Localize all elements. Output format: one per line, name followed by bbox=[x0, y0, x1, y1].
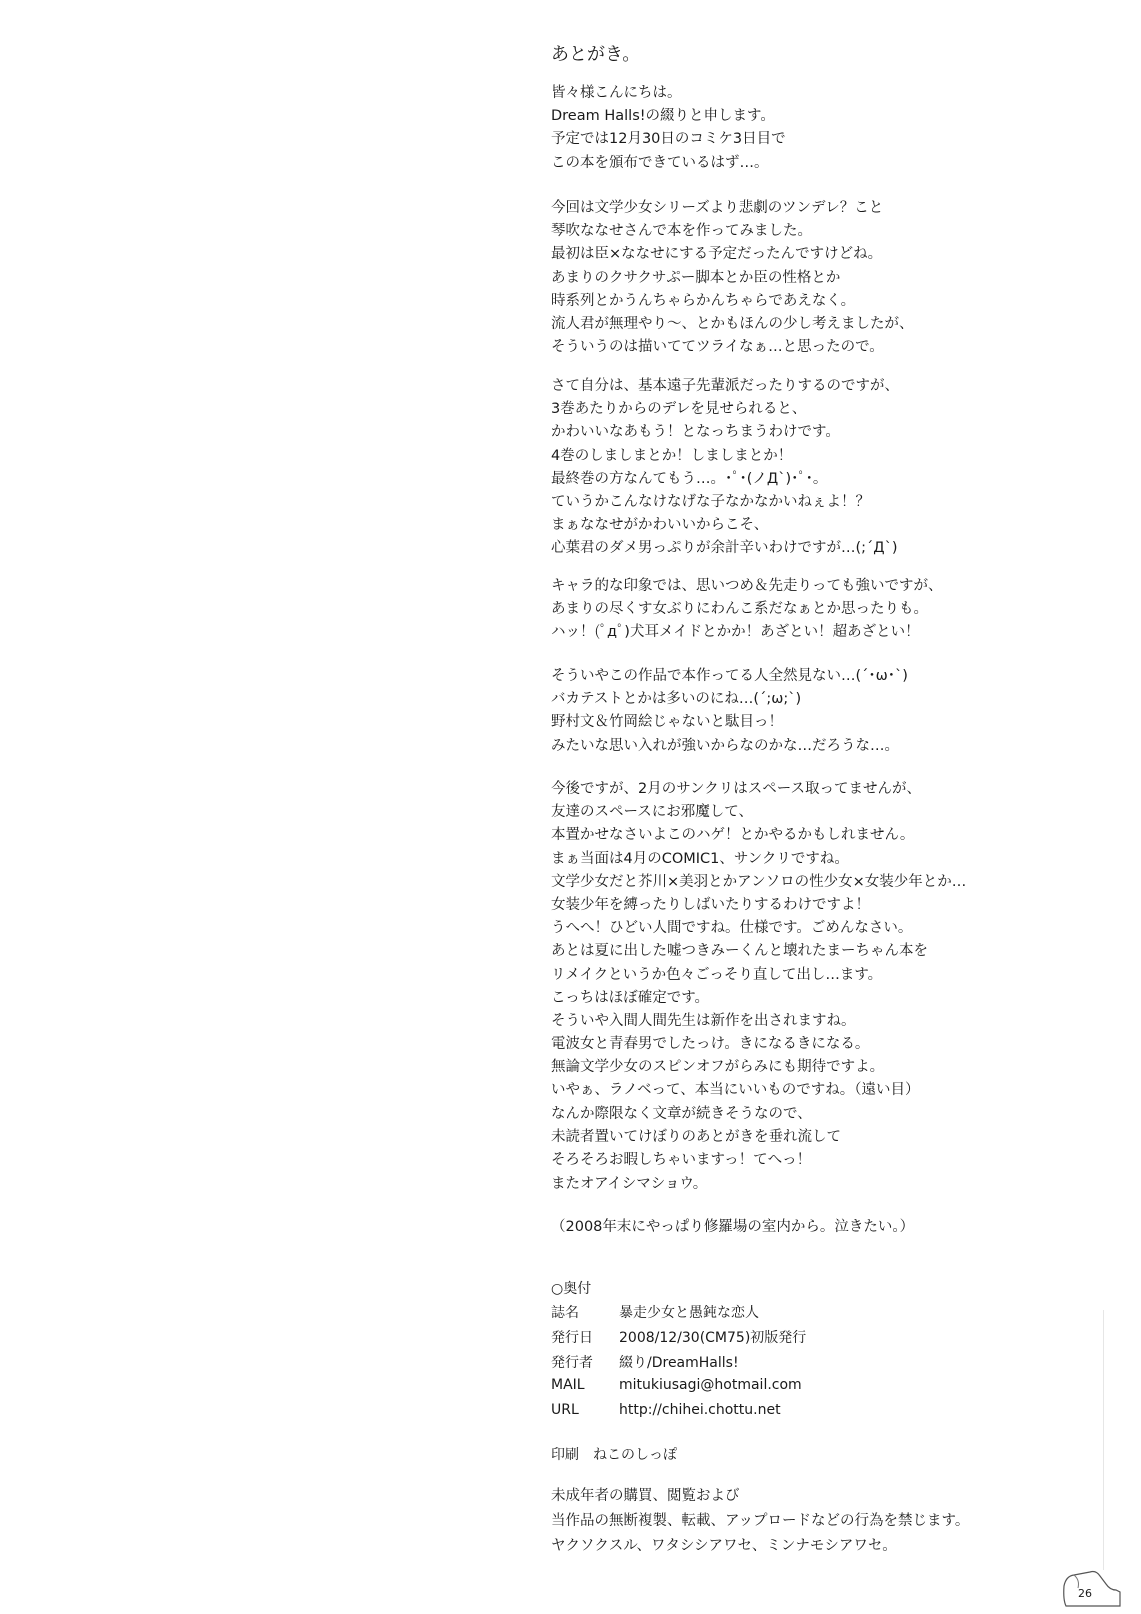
text-line: 今回は文学少女シリーズより悲劇のツンデレ？こと bbox=[551, 200, 884, 216]
text-line: 未読者置いてけぼりのあとがきを垂れ流して bbox=[551, 1129, 841, 1146]
page-tab-icon bbox=[1060, 1566, 1124, 1610]
text-line: ハッ！(ﾟдﾟ)犬耳メイドとかか！あざとい！超あざとい！ bbox=[551, 624, 920, 641]
text-line: 時系列とかうんちゃらかんちゃらであえなく。 bbox=[551, 292, 856, 309]
text-line: いやぁ、ラノベって、本当にいいものですね。（遠い目） bbox=[551, 1082, 920, 1099]
colophon-heading: ○奥付 bbox=[551, 1281, 592, 1297]
text-line: みたいな思い入れが強いからなのかな…だろうな…。 bbox=[551, 737, 899, 754]
text-line: 当作品の無断複製、転載、アップロードなどの行為を禁じます。 bbox=[551, 1513, 970, 1529]
text-line: まぁ当面は4月のCOMIC1、サンクリですね。 bbox=[551, 850, 849, 867]
text-line: 電波女と青春男でしたっけ。きになるきになる。 bbox=[551, 1036, 870, 1053]
text-line: 4巻のしましまとか！しましまとか！ bbox=[551, 447, 793, 464]
text-line: 女装少年を縛ったりしばいたりするわけですよ！ bbox=[551, 896, 870, 913]
text-line: 心葉君のダメ男っぷりが余計辛いわけですが…(;´Д`) bbox=[551, 540, 898, 557]
text-line: そういうのは描いててツライなぁ…と思ったので。 bbox=[551, 339, 884, 356]
colophon-row-date bbox=[551, 1327, 806, 1347]
text-line: あとは夏に出した嘘つきみーくんと壊れたまーちゃん本を bbox=[551, 943, 928, 960]
paragraph-greeting bbox=[551, 82, 1111, 175]
text-line: さて自分は、基本遠子先輩派だったりするのですが、 bbox=[551, 378, 899, 394]
text-line: 3巻あたりからのデレを見せられると、 bbox=[551, 401, 807, 418]
paragraph-future-plans bbox=[551, 778, 1111, 1103]
text-line: 琴吹ななせさんで本を作ってみました。 bbox=[551, 223, 812, 240]
text-line: あまりの尽くす女ぶりにわんこ系だなぁとか思ったりも。 bbox=[551, 601, 928, 618]
colophon-email: mitukiusagi@hotmail.com bbox=[619, 1377, 802, 1393]
text-line: 最終巻の方なんてもう…。･ﾟ･(ノД`)･ﾟ･。 bbox=[551, 470, 828, 487]
paragraph-signoff bbox=[551, 1216, 1111, 1239]
text-line: 予定では12月30日のコミケ3日目で bbox=[551, 131, 786, 148]
colophon-label: 発行日 bbox=[551, 1330, 593, 1346]
page-number-tab bbox=[1060, 1566, 1124, 1610]
text-line: なんか際限なく文章が続きそうなので、 bbox=[551, 1106, 812, 1122]
colophon-label: 誌名 bbox=[551, 1305, 579, 1321]
text-line: そろそろお暇しちゃいますっ！てへっ！ bbox=[551, 1152, 812, 1169]
page-number: 26 bbox=[1078, 1587, 1092, 1600]
text-line: こっちはほぼ確定です。 bbox=[551, 989, 710, 1006]
text-line: 文学少女だと芥川×美羽とかアンソロの性少女×女装少年とか… bbox=[551, 873, 967, 890]
page-edge-divider bbox=[1103, 1310, 1104, 1570]
text-line: 無論文学少女のスピンオフがらみにも期待ですよ。 bbox=[551, 1059, 885, 1076]
colophon-label: 発行者 bbox=[551, 1355, 593, 1371]
text-line: うへへ！ひどい人間ですね。仕様です。ごめんなさい。 bbox=[551, 920, 913, 937]
colophon-row-mail bbox=[551, 1377, 802, 1393]
afterword-title: あとがき。 bbox=[551, 44, 641, 65]
colophon-label: MAIL bbox=[551, 1377, 585, 1393]
paragraph-fandom bbox=[551, 665, 1111, 758]
text-line: この本を頒布できているはず…。 bbox=[551, 154, 769, 171]
text-line: そういやこの作品で本作ってる人全然見ない…(´･ω･`) bbox=[551, 668, 908, 684]
text-line: 最初は臣×ななせにする予定だったんですけどね。 bbox=[551, 246, 883, 263]
colophon-row-publisher bbox=[551, 1352, 739, 1372]
colophon-value: 綴り/DreamHalls! bbox=[619, 1355, 739, 1371]
text-line: Dream Halls!の綴りと申します。 bbox=[551, 108, 775, 125]
text-line: 流人君が無理やり～、とかもほんの少し考えましたが、 bbox=[551, 315, 914, 332]
text-line: そういや入間人間先生は新作を出されますね。 bbox=[551, 1012, 856, 1029]
text-line: 未成年者の購買、閲覧および bbox=[551, 1488, 740, 1504]
text-line: （2008年末にやっぱり修羅場の室内から。泣きたい。） bbox=[551, 1219, 915, 1235]
colophon-row-title bbox=[551, 1302, 759, 1322]
text-line: かわいいなあもう！となっちまうわけです。 bbox=[551, 424, 840, 441]
colophon-label: URL bbox=[551, 1402, 579, 1418]
text-line: ていうかこんなけなげな子なかなかいねぇよ！？ bbox=[551, 493, 870, 510]
text-line: 本置かせなさいよこのハゲ！とかやるかもしれません。 bbox=[551, 827, 915, 844]
text-line: 今後ですが、2月のサンクリはスペース取ってませんが、 bbox=[551, 781, 921, 797]
text-line: 野村文＆竹岡絵じゃないと駄目っ！ bbox=[551, 714, 783, 731]
text-line: 皆々様こんにちは。 bbox=[551, 85, 682, 101]
text-line: またオアイシマショウ。 bbox=[551, 1175, 708, 1192]
legal-notice bbox=[551, 1484, 969, 1559]
paragraph-closing bbox=[551, 1103, 1111, 1196]
text-line: リメイクというか色々ごっそり直して出し…ます。 bbox=[551, 966, 883, 983]
colophon-value: 暴走少女と愚鈍な恋人 bbox=[619, 1305, 759, 1321]
colophon-value: 2008/12/30(CM75)初版発行 bbox=[619, 1330, 807, 1346]
paragraph-character bbox=[551, 575, 1111, 645]
colophon-row-url bbox=[551, 1402, 781, 1418]
colophon-printer: 印刷 ねこのしっぽ bbox=[551, 1447, 677, 1463]
text-line: バカテストとかは多いのにね…(´;ω;`) bbox=[551, 691, 802, 708]
paragraph-about-book bbox=[551, 197, 1111, 359]
text-line: まぁななせがかわいいからこそ、 bbox=[551, 517, 769, 534]
paragraph-preference bbox=[551, 375, 1111, 561]
colophon-url: http://chihei.chottu.net bbox=[619, 1402, 781, 1418]
text-line: キャラ的な印象では、思いつめ＆先走りっても強いですが、 bbox=[551, 578, 943, 594]
text-line: あまりのクサクサぷー脚本とか臣の性格とか bbox=[551, 269, 841, 286]
text-line: 友達のスペースにお邪魔して、 bbox=[551, 804, 753, 821]
text-line: ヤクソクスル、ワタシシアワセ、ミンナモシアワセ。 bbox=[551, 1538, 897, 1554]
